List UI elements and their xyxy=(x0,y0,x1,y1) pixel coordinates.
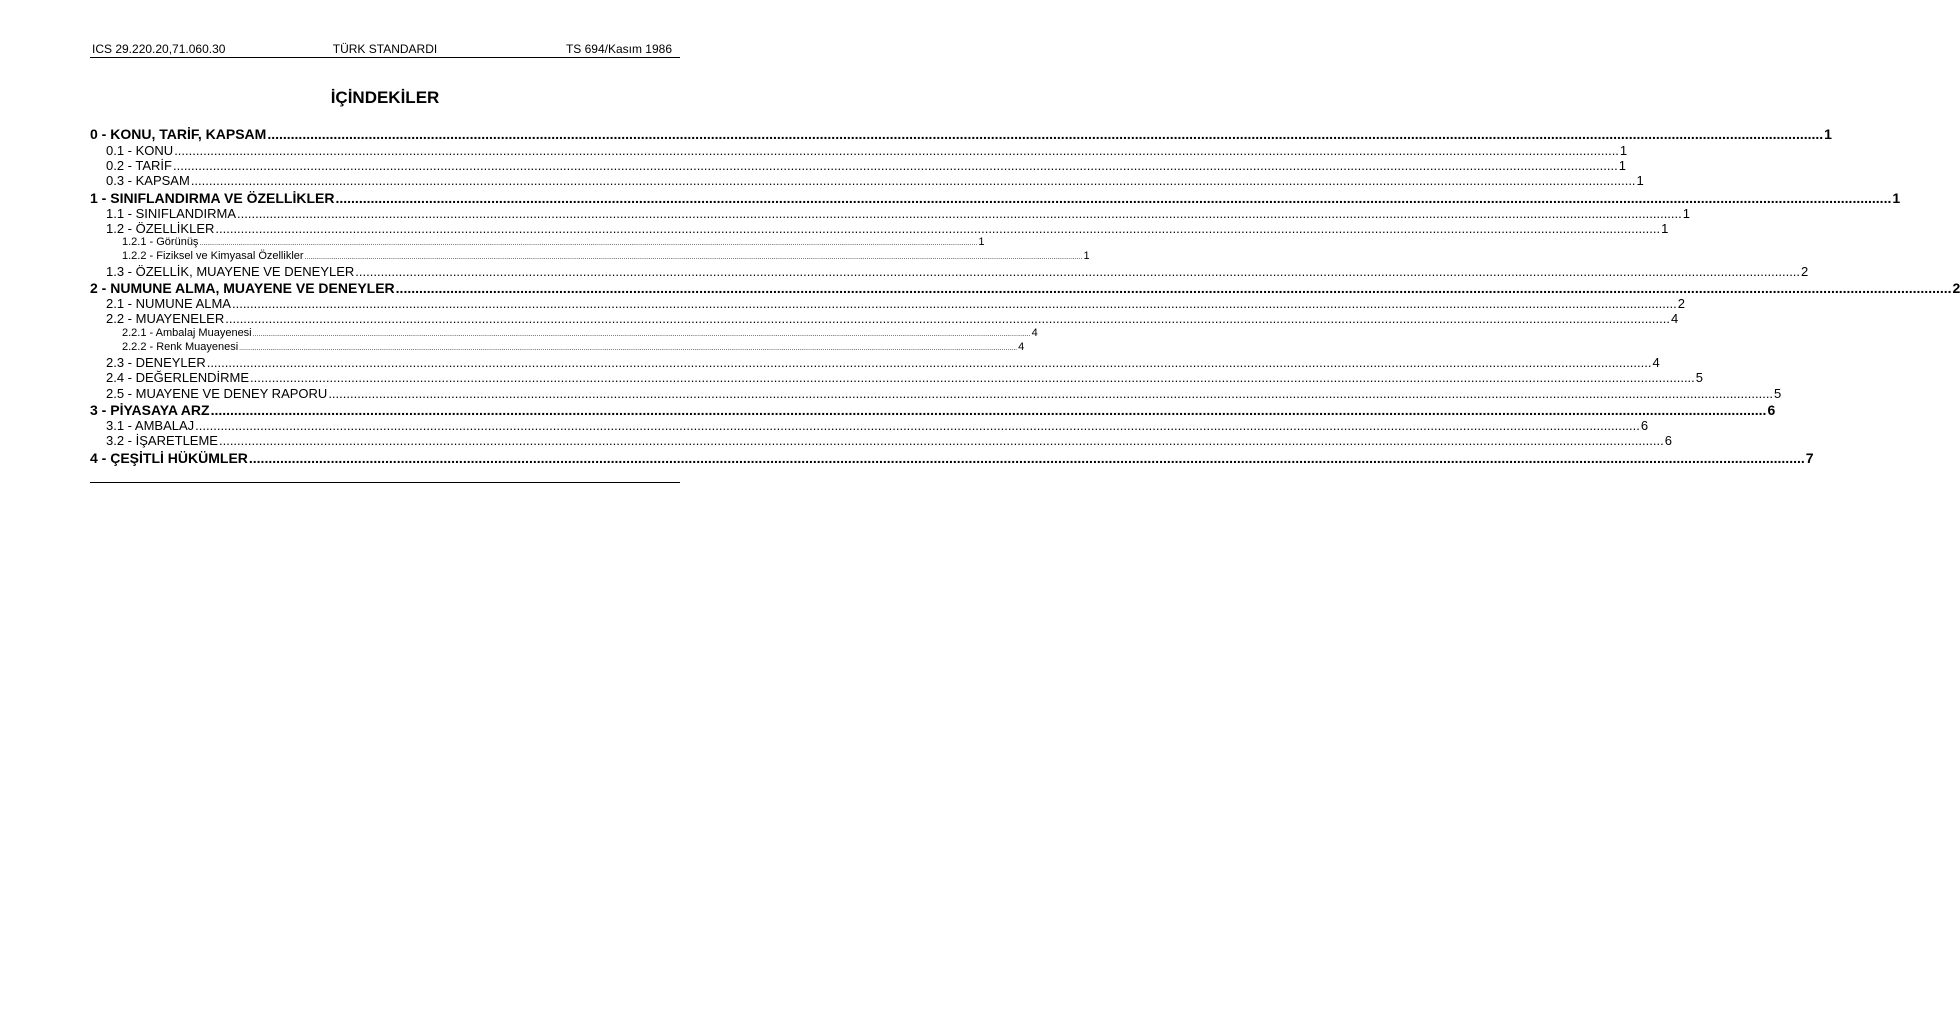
toc-leader: ................................................................................................................................................................................................................................................................................................................................................................................................................ xyxy=(267,126,1824,142)
toc-entry-page: 1 xyxy=(1083,250,1090,262)
toc-entry-title: 2.2.2 - Renk Muayenesi xyxy=(122,341,239,353)
toc-leader: ................................................................................................................................................................................................................................................................................................................................................................................................................ xyxy=(248,450,1805,466)
toc-entry-page: 1 xyxy=(1618,158,1626,173)
toc-entry-page: 1 xyxy=(1619,143,1628,158)
toc-entry-title: 2.2.1 - Ambalaj Muayenesi xyxy=(122,327,252,339)
toc-entry-title: 2.3 - DENEYLER xyxy=(106,355,206,370)
toc-entry-page: 2 xyxy=(1952,280,1960,296)
toc-entry[interactable] xyxy=(122,236,985,249)
toc-leader: ................................................................................................................................................................................................................................................................................................................................................................................................................ xyxy=(218,433,1664,448)
toc-leader: ................................................................................................................................................................................................................................................................................................................................................................................................................ xyxy=(195,418,1640,433)
header-ics-code: ICS 29.220.20,71.060.30 xyxy=(92,42,226,56)
toc-leader: ................................................................................................................................................................................................................................................................................................................................................................................................................ xyxy=(237,206,1682,221)
toc-entry-page: 4 xyxy=(1031,327,1038,339)
toc-entry-title: 0.1 - KONU xyxy=(106,143,174,158)
toc-entry-title: 1.2.2 - Fiziksel ve Kimyasal Özellikler xyxy=(122,250,304,262)
toc-entry-title: 2.5 - MUAYENE VE DENEY RAPORU xyxy=(106,386,328,401)
toc-entry-page: 6 xyxy=(1640,418,1649,433)
toc-leader: ................................................................................................................................................................................................................................................................................................................................................................................................................ xyxy=(215,221,1661,236)
toc-leader: ................................................................................................................................................................................................................................................................................................................................................................................................................ xyxy=(190,173,1636,188)
toc-entry[interactable] xyxy=(106,433,1672,448)
toc-leader: ................................................................................................................................................................................................................................................................................................................................................................................................................ xyxy=(239,345,1018,352)
toc-entry-title: 1.2.1 - Görünüş xyxy=(122,236,199,248)
toc-entry[interactable] xyxy=(90,280,1960,297)
toc-leader: ................................................................................................................................................................................................................................................................................................................................................................................................................ xyxy=(225,311,1670,326)
page-header xyxy=(90,41,680,57)
toc-entry-page: 1 xyxy=(1682,206,1690,221)
toc-leader: ................................................................................................................................................................................................................................................................................................................................................................................................................ xyxy=(250,370,1695,385)
header-standard-number: TS 694/Kasım 1986 xyxy=(565,42,672,56)
toc-leader: ................................................................................................................................................................................................................................................................................................................................................................................................................ xyxy=(252,331,1031,338)
toc-entry-title: 4 - ÇEŞİTLİ HÜKÜMLER xyxy=(90,450,248,466)
toc-entry[interactable] xyxy=(90,190,1901,207)
toc-entry-page: 1 xyxy=(1824,126,1832,142)
toc-entry[interactable] xyxy=(106,370,1704,385)
toc-entry[interactable] xyxy=(106,206,1690,221)
toc-entry-page: 6 xyxy=(1767,402,1776,418)
toc-entry-title: 3 - PİYASAYA ARZ xyxy=(90,402,210,418)
toc-entry[interactable] xyxy=(122,327,1038,340)
toc-entry-page: 4 xyxy=(1018,341,1025,353)
toc-leader: ................................................................................................................................................................................................................................................................................................................................................................................................................ xyxy=(231,296,1677,311)
toc-entry[interactable] xyxy=(106,158,1626,173)
toc-entry-title: 2.1 - NUMUNE ALMA xyxy=(106,296,231,311)
toc-entry[interactable] xyxy=(106,418,1649,433)
toc-entry-title: 0.3 - KAPSAM xyxy=(106,173,190,188)
toc-entry[interactable] xyxy=(122,250,1090,263)
toc-leader: ................................................................................................................................................................................................................................................................................................................................................................................................................ xyxy=(328,386,1774,401)
toc-leader: ................................................................................................................................................................................................................................................................................................................................................................................................................ xyxy=(210,402,1767,418)
header-standard-name: TÜRK STANDARDI xyxy=(332,42,438,56)
toc-entry-title: 0.2 - TARİF xyxy=(106,158,172,173)
toc-title: İÇİNDEKİLER xyxy=(330,88,440,107)
toc-entry-page: 1 xyxy=(1636,173,1644,188)
toc-entry-title: 2.4 - DEĞERLENDİRME xyxy=(106,370,250,385)
toc-entry-page: 1 xyxy=(978,236,985,248)
toc-entry-page: 1 xyxy=(1892,190,1901,206)
toc-entry-title: 2.2 - MUAYENELER xyxy=(106,311,225,326)
toc-entry[interactable] xyxy=(90,126,1832,143)
toc-entry-page: 2 xyxy=(1801,264,1809,279)
toc-entry[interactable] xyxy=(106,143,1628,158)
toc-entry[interactable] xyxy=(90,402,1776,419)
toc-entry[interactable] xyxy=(106,355,1660,370)
toc-entry-title: 2 - NUMUNE ALMA, MUAYENE VE DENEYLER xyxy=(90,280,395,296)
toc-entry[interactable] xyxy=(122,341,1025,354)
toc-entry-page: 4 xyxy=(1670,311,1679,326)
toc-entry-page: 4 xyxy=(1652,355,1660,370)
toc-entry[interactable] xyxy=(106,296,1685,311)
toc-entry[interactable] xyxy=(106,221,1669,236)
toc-entry-title: 1.2 - ÖZELLİKLER xyxy=(106,221,215,236)
toc-entry-title: 1.3 - ÖZELLİK, MUAYENE VE DENEYLER xyxy=(106,264,355,279)
toc-entry-page: 2 xyxy=(1677,296,1685,311)
toc-entry[interactable] xyxy=(106,311,1679,326)
toc-entry[interactable] xyxy=(106,173,1644,188)
toc-leader: ................................................................................................................................................................................................................................................................................................................................................................................................................ xyxy=(199,240,978,247)
toc-entry-page: 6 xyxy=(1664,433,1672,448)
toc-entry[interactable] xyxy=(106,386,1782,401)
footer-rule xyxy=(90,482,680,483)
toc-entry-page: 1 xyxy=(1661,221,1669,236)
toc-leader: ................................................................................................................................................................................................................................................................................................................................................................................................................ xyxy=(335,190,1892,206)
toc-entry-page: 5 xyxy=(1695,370,1704,385)
toc-entry-page: 7 xyxy=(1805,450,1814,466)
toc-entry-page: 5 xyxy=(1774,386,1782,401)
toc-leader: ................................................................................................................................................................................................................................................................................................................................................................................................................ xyxy=(174,143,1619,158)
toc-leader: ................................................................................................................................................................................................................................................................................................................................................................................................................ xyxy=(172,158,1618,173)
toc-entry-title: 0 - KONU, TARİF, KAPSAM xyxy=(90,126,267,142)
toc-leader: ................................................................................................................................................................................................................................................................................................................................................................................................................ xyxy=(355,264,1801,279)
toc-entry-title: 1 - SINIFLANDIRMA VE ÖZELLİKLER xyxy=(90,190,335,206)
toc-entry-title: 3.1 - AMBALAJ xyxy=(106,418,195,433)
toc-entry[interactable] xyxy=(106,264,1809,279)
toc-entry[interactable] xyxy=(90,450,1814,467)
toc-entry-title: 3.2 - İŞARETLEME xyxy=(106,433,218,448)
toc-leader: ................................................................................................................................................................................................................................................................................................................................................................................................................ xyxy=(206,355,1652,370)
toc-leader: ................................................................................................................................................................................................................................................................................................................................................................................................................ xyxy=(304,254,1083,261)
toc-entry-title: 1.1 - SINIFLANDIRMA xyxy=(106,206,237,221)
toc-leader: ................................................................................................................................................................................................................................................................................................................................................................................................................ xyxy=(395,280,1952,296)
header-rule xyxy=(90,57,680,58)
